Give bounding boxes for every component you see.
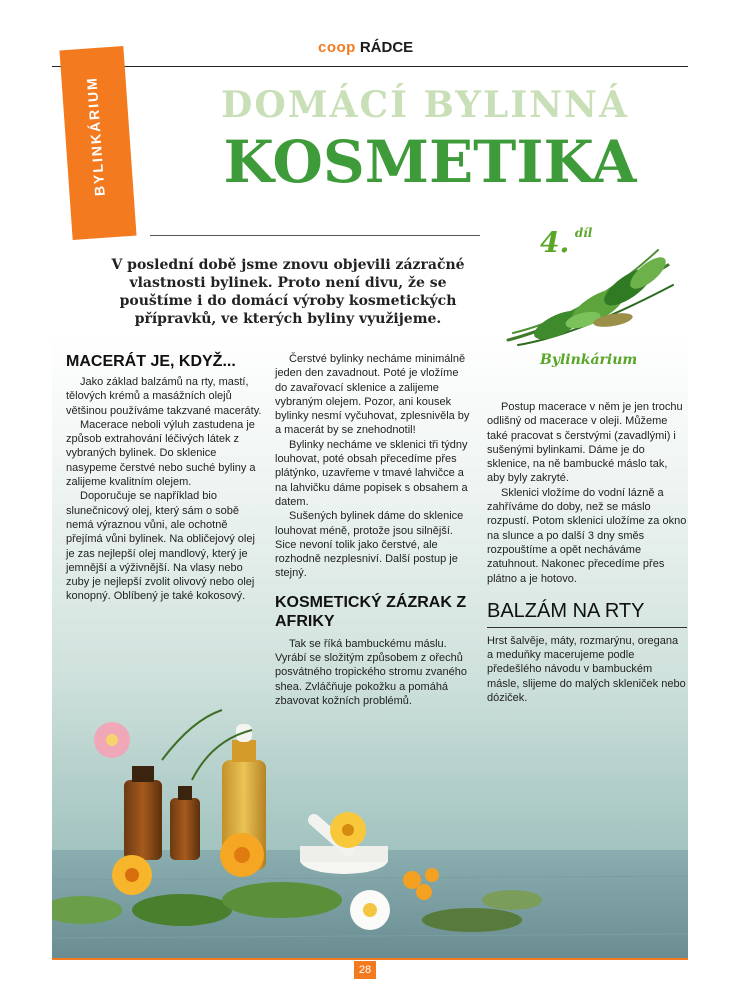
paragraph: Jako základ balzámů na rty, mastí, tělových krémů a masážních olejů většinou používáme takzvané maceráty. (66, 376, 262, 417)
footer-rule (52, 958, 688, 960)
paragraph: Hrst šalvěje, máty, rozmarýnu, oregana a meduňky macerujeme podle předešlého návodu v bambuckém másle, slijeme do malých skleniček nebo dóziček. (487, 634, 686, 705)
column-2 (275, 352, 471, 708)
episode-badge (540, 226, 592, 259)
title-rule (150, 235, 480, 236)
intro-text: V poslední době jsme znovu objevili zázračné vlastnosti bylinek. Proto není divu, že se pouštíme i do domácí výroby kosmetických přípravků, ve kterých byliny využijeme. (111, 257, 465, 327)
column-1 (66, 352, 266, 604)
section-name: RÁDCE (359, 38, 414, 56)
section-tag-label: BYLINKÁRIUM (83, 75, 108, 197)
heading-balzam: BALZÁM NA RTY (487, 599, 645, 622)
heading-kosmeticky-zazrak: KOSMETICKÝ ZÁZRAK Z AFRIKY (275, 593, 467, 630)
paragraph: Doporučuje se například bio slunečnicový olej, který sám o sobě nemá výraznou vůni, ale ochotně přejímá vůni bylinek. Na obličejový olej je zas nejlepší olej mandlový, který je jemnější a výživnější. Na vlasy nebo zuby je nejlepší zvolit olivový nebo olej konopný. Oblíbený je také kokosový. (66, 490, 255, 603)
coop-brand: coop (318, 38, 356, 56)
section-tag (59, 46, 136, 240)
title-line2: KOSMETIKA (223, 128, 637, 196)
column-3 (487, 400, 687, 705)
paragraph: Sklenici vložíme do vodní lázně a zahříváme do doby, než se máslo rozpustí. Potom sklenici uložíme za okno na slunce a po další 3 dny směs rozpouštíme a opět necháváme zatuhnout. Nakonec přecedíme přes plátno a je hotovo. (487, 486, 687, 585)
heading-rule (487, 627, 687, 628)
paragraph: Bylinky necháme ve sklenici tři týdny louhovat, poté obsah přecedíme přes plátýnko, uzavřeme v tmavé lahvičce a na lahvičku dáme popisek s obsahem a datem. (275, 438, 468, 508)
header-rule (52, 66, 688, 67)
paragraph: Tak se říká bambuckému máslu. Vyrábí se složitým způsobem z ořechů posvátného tropického stromu zvaného shea. Zvláčňuje pokožku a pomáhá zbavovat kožních problémů. (275, 637, 468, 707)
coop-radce-logo (318, 37, 413, 57)
paragraph: Macerace neboli výluh zastudena je způsob extrahování léčivých látek z vybraných bylinek. Do sklenice nasypeme čerstvé nebo suché byliny a zalijeme kvalitním olejem. (66, 418, 256, 489)
episode-label: Bylinkárium (540, 352, 638, 368)
episode-number: 4. (540, 226, 570, 259)
herbal-cosmetics-photo (52, 700, 688, 958)
paragraph: Sušených bylinek dáme do sklenice louhovat méně, protože jsou silnější. Sice nevoní tolik jako čerstvé, ale rozhodně nezplesniví. Další postup je stejný. (275, 510, 464, 580)
paragraph: Čerstvé bylinky necháme minimálně jeden den zavadnout. Poté je vložíme do zavařovací sklenice a zalijeme vybraným olejem. Pozor, ani kousek bylinky nesmí vyčuhovat, zplesnivěla by a macerát by se znehodnotil! (275, 353, 470, 437)
episode-suffix: díl (574, 226, 593, 240)
heading-macerat: MACERÁT JE, KDYŽ... (66, 353, 236, 370)
title-line1: DOMÁCÍ BYLINNÁ (221, 84, 629, 126)
paragraph: Postup macerace v něm je jen trochu odlišný od macerace v oleji. Můžeme také pracovat s čerstvými (zavadlými) i sušenými bylinkami. Dáme je do sklenice, na ně bambucké máslo tak, aby byly zakryté. (487, 401, 683, 485)
page-number: 28 (354, 961, 376, 979)
